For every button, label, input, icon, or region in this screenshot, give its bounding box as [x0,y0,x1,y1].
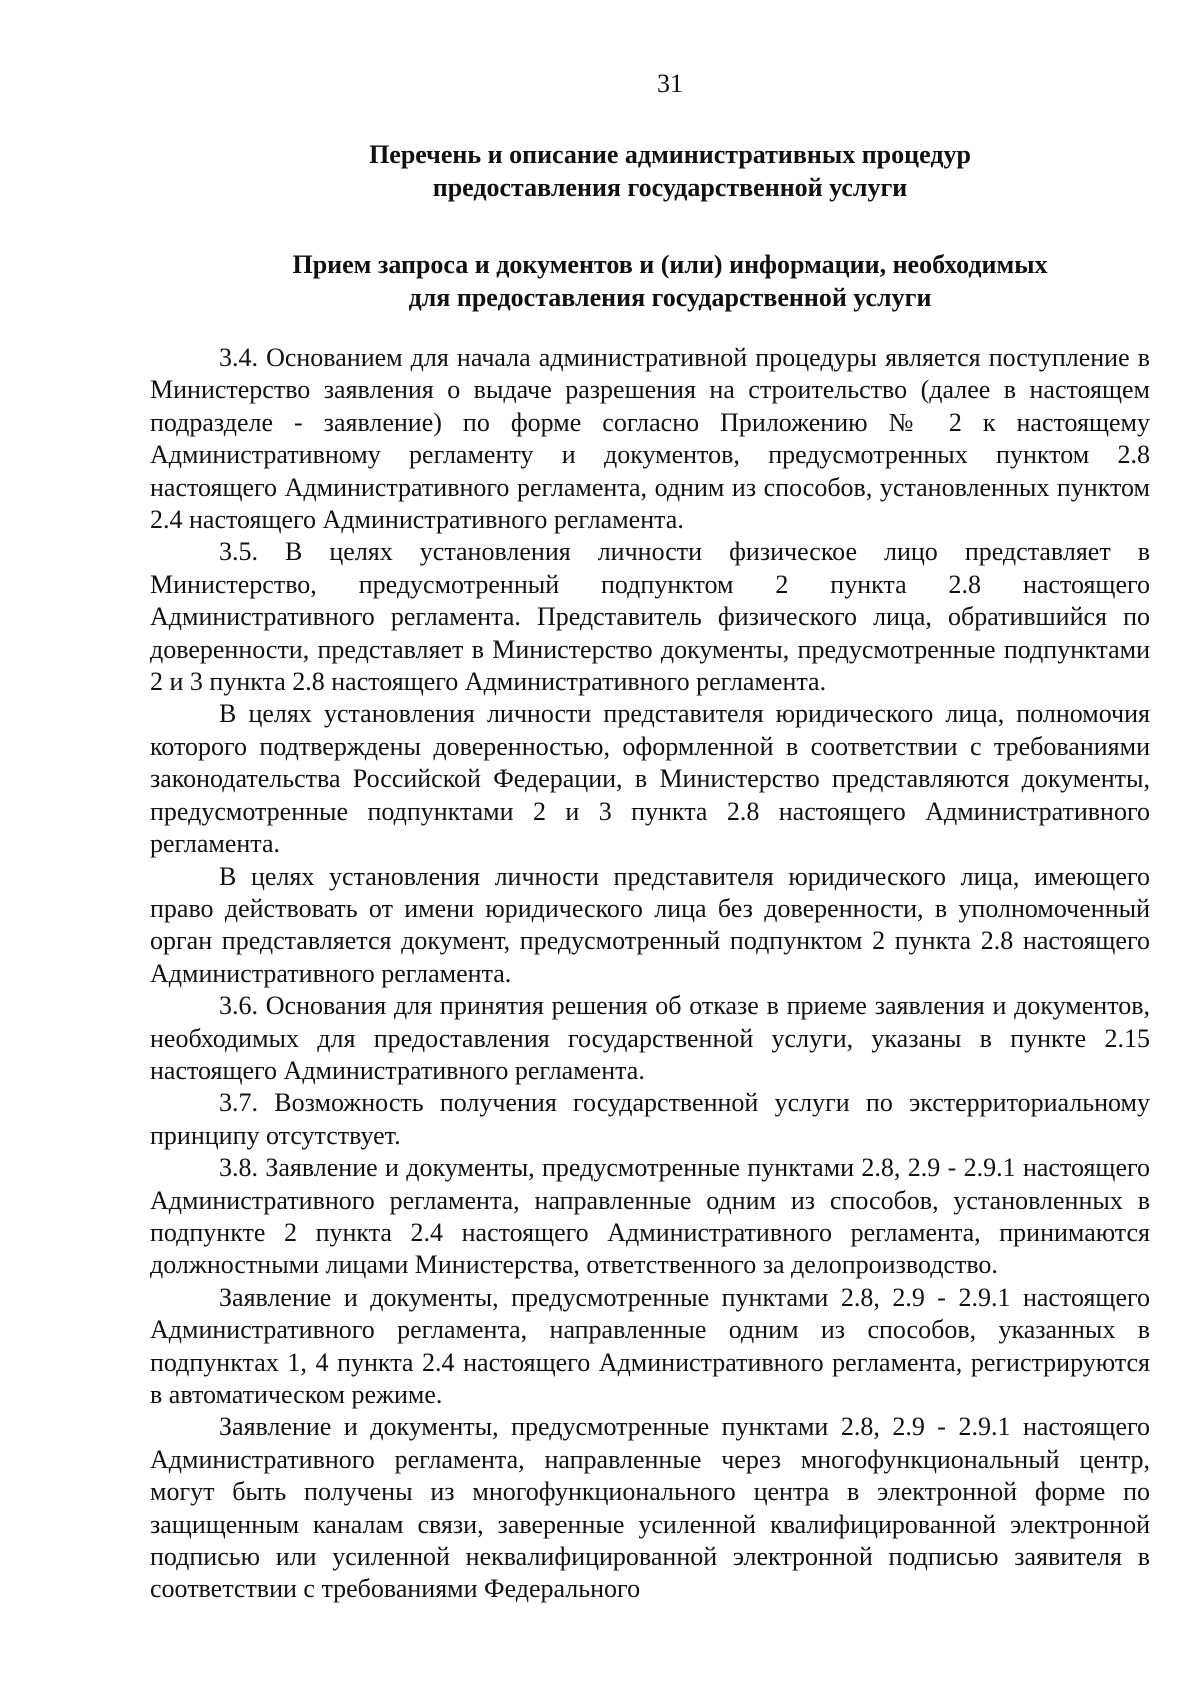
paragraph-3-8-automatic-registration: Заявление и документы, предусмотренные пунктами 2.8, 2.9 - 2.9.1 настоящего Административного регламента, направленные одним из способов, указанных в подпунктах 1, 4 пункта 2.4 настоящего Административного регламента, регистрируются в автоматическом режиме. [150,1282,1150,1409]
document-page [150,68,1150,1606]
section-heading-line-2: предоставления государственной услуги [432,173,908,202]
paragraph-3-7: 3.7. Возможность получения государственной услуги по экстерриториальному принципу отсутствует. [150,1088,1150,1150]
paragraph-3-5-legal-entity-proxy: В целях установления личности представителя юридического лица, полномочия которого подтверждены доверенностью, оформленной в соответствии с требованиями законодательства Российской Федерации, в Министерство представляются документы, предусмотренные подпунктами 2 и 3 пункта 2.8 настоящего Административного регламента. [150,699,1150,859]
subsection-heading [190,248,1150,314]
paragraph-3-5-legal-entity-no-proxy: В целях установления личности представителя юридического лица, имеющего право действовать от имени юридического лица без доверенности, в уполномоченный орган представляется документ, предусмотренный подпунктом 2 пункта 2.8 настоящего Административного регламента. [150,861,1150,988]
section-heading [190,138,1150,204]
subsection-heading-line-1: Прием запроса и документов и (или) информации, необходимых [292,250,1048,279]
body-text [150,342,1150,1606]
page-number: 31 [657,69,683,98]
paragraph-3-4: 3.4. Основанием для начала административной процедуры является поступление в Министерство заявления о выдаче разрешения на строительство (далее в настоящем подразделе - заявление) по форме согласно Приложению № 2 к настоящему Административному регламенту и документов, предусмотренных пунктом 2.8 настоящего Административного регламента, одним из способов, установленных пунктом 2.4 настоящего Административного регламента. [150,343,1150,535]
subsection-heading-line-2: для предоставления государственной услуги [408,283,932,312]
paragraph-3-6: 3.6. Основания для принятия решения об отказе в приеме заявления и документов, необходимых для предоставления государственной услуги, указаны в пункте 2.15 настоящего Административного регламента. [150,991,1150,1085]
section-heading-line-1: Перечень и описание административных процедур [369,140,971,169]
paragraph-3-8-mfc: Заявление и документы, предусмотренные пунктами 2.8, 2.9 - 2.9.1 настоящего Административного регламента, направленные через многофункциональный центр, могут быть получены из многофункционального центра в электронной форме по защищенным каналам связи, заверенные усиленной квалифицированной электронной подписью или усиленной неквалифицированной электронной подписью заявителя в соответствии с требованиями Федерального [150,1412,1150,1604]
paragraph-3-8: 3.8. Заявление и документы, предусмотренные пунктами 2.8, 2.9 - 2.9.1 настоящего Административного регламента, направленные одним из способов, установленных в подпункте 2 пункта 2.4 настоящего Административного регламента, принимаются должностными лицами Министерства, ответственного за делопроизводство. [150,1153,1150,1280]
paragraph-3-5: 3.5. В целях установления личности физическое лицо представляет в Министерство, предусмотренный подпунктом 2 пункта 2.8 настоящего Административного регламента. Представитель физического лица, обратившийся по доверенности, представляет в Министерство документы, предусмотренные подпунктами 2 и 3 пункта 2.8 настоящего Административного регламента. [150,537,1150,697]
